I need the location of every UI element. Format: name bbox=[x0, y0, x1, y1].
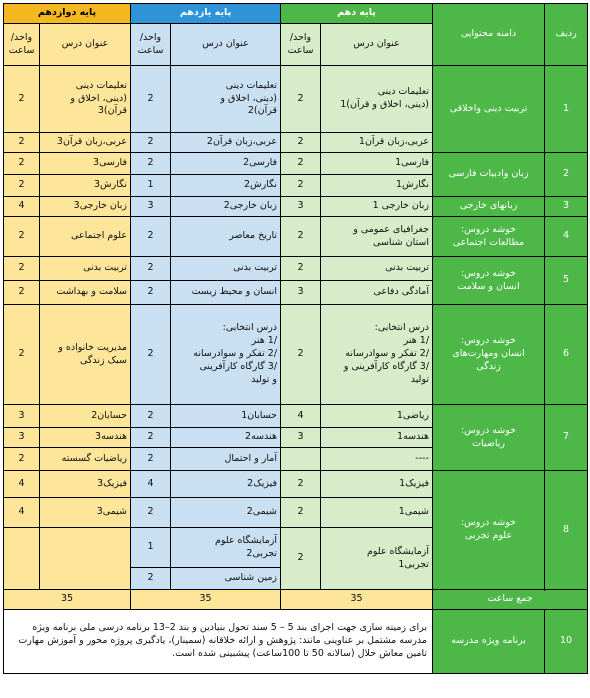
row-number-3: 3 bbox=[545, 197, 588, 217]
course-cell: نگارش2 bbox=[171, 175, 281, 197]
course-cell: جغرافیای عمومی و استان شناسی bbox=[321, 217, 433, 257]
hours-cell: 2 bbox=[4, 257, 40, 281]
course-cell: آمار و احتمال bbox=[171, 448, 281, 471]
hours-cell: 2 bbox=[131, 153, 171, 175]
course-cell: زبان خارجی2 bbox=[171, 197, 281, 217]
row-number-10: 10 bbox=[545, 610, 588, 674]
course-cell: فارسی1 bbox=[321, 153, 433, 175]
total-hours-g11: 35 bbox=[131, 590, 281, 610]
header-units-g12: واحد/ ساعت bbox=[4, 24, 40, 66]
hours-cell: 2 bbox=[131, 305, 171, 405]
course-cell bbox=[40, 528, 131, 590]
course-cell: فیزیک3 bbox=[40, 471, 131, 498]
domain-human-health: خوشه دروس: انسان و سلامت bbox=[433, 257, 545, 305]
course-cell: فیزیک2 bbox=[171, 471, 281, 498]
hours-cell: 3 bbox=[281, 428, 321, 448]
course-cell: تاریخ معاصر bbox=[171, 217, 281, 257]
hours-cell: 2 bbox=[131, 568, 171, 590]
hours-cell: 2 bbox=[131, 428, 171, 448]
course-cell: فارسی2 bbox=[171, 153, 281, 175]
course-cell: هندسه2 bbox=[171, 428, 281, 448]
course-cell: تعلیمات دینی (دینی، اخلاق و قرآن)2 bbox=[171, 66, 281, 133]
header-course-title-g12: عنوان درس bbox=[40, 24, 131, 66]
course-cell: حسابان1 bbox=[171, 405, 281, 428]
hours-cell bbox=[4, 528, 40, 590]
course-cell: عربی،زبان قرآن1 bbox=[321, 133, 433, 153]
row-number-7: 7 bbox=[545, 405, 588, 471]
header-grade-11: پایه یازدهم bbox=[131, 4, 281, 24]
hours-cell: 3 bbox=[4, 428, 40, 448]
hours-cell: 2 bbox=[4, 175, 40, 197]
course-cell: ---- bbox=[321, 448, 433, 471]
row-number-6: 6 bbox=[545, 305, 588, 405]
hours-cell: 2 bbox=[4, 448, 40, 471]
domain-life-skills: خوشه دروس: انسان ومهارت‌های زندگی bbox=[433, 305, 545, 405]
course-cell: عربی،زبان قرآن3 bbox=[40, 133, 131, 153]
course-cell: آزمایشگاه علوم تجربی1 bbox=[321, 528, 433, 590]
hours-cell: 2 bbox=[281, 175, 321, 197]
course-cell: شیمی2 bbox=[171, 498, 281, 528]
hours-cell: 2 bbox=[281, 133, 321, 153]
hours-cell: 2 bbox=[281, 217, 321, 257]
domain-school-program: برنامه ویژه مدرسه bbox=[433, 610, 545, 674]
curriculum-table bbox=[3, 3, 588, 674]
hours-cell: 3 bbox=[281, 197, 321, 217]
hours-cell: 2 bbox=[281, 528, 321, 590]
course-cell: علوم اجتماعی bbox=[40, 217, 131, 257]
course-cell: انسان و محیط زیست bbox=[171, 281, 281, 305]
header-domain: دامنه محتوایی bbox=[433, 4, 545, 66]
course-cell: تربیت بدنی bbox=[321, 257, 433, 281]
course-cell: تربیت بدنی bbox=[40, 257, 131, 281]
course-cell: ریاضی1 bbox=[321, 405, 433, 428]
hours-cell: 4 bbox=[131, 471, 171, 498]
hours-cell: 2 bbox=[4, 133, 40, 153]
hours-cell: 3 bbox=[131, 197, 171, 217]
hours-cell: 1 bbox=[131, 175, 171, 197]
course-cell: فیزیک1 bbox=[321, 471, 433, 498]
hours-cell: 4 bbox=[4, 471, 40, 498]
header-units-g11: واحد/ ساعت bbox=[131, 24, 171, 66]
hours-cell: 1 bbox=[131, 528, 171, 568]
course-cell: تعلیمات دینی (دینی، اخلاق و قرآن)3 bbox=[40, 66, 131, 133]
domain-mathematics: خوشه دروس: ریاضیات bbox=[433, 405, 545, 471]
course-cell: شیمی1 bbox=[321, 498, 433, 528]
domain-persian-literature: زبان وادبیات فارسی bbox=[433, 153, 545, 197]
hours-cell: 2 bbox=[4, 305, 40, 405]
header-grade-10: پایه دهم bbox=[281, 4, 433, 24]
header-row-number: ردیف bbox=[545, 4, 588, 66]
hours-cell: 3 bbox=[281, 281, 321, 305]
hours-cell: 2 bbox=[131, 448, 171, 471]
course-cell: شیمی3 bbox=[40, 498, 131, 528]
total-hours-label: جمع ساعت bbox=[433, 590, 588, 610]
hours-cell: 2 bbox=[281, 498, 321, 528]
hours-cell: 4 bbox=[4, 498, 40, 528]
header-course-title-g11: عنوان درس bbox=[171, 24, 281, 66]
hours-cell: 2 bbox=[4, 217, 40, 257]
row-number-1: 1 bbox=[545, 66, 588, 153]
course-cell: زبان خارجی3 bbox=[40, 197, 131, 217]
course-cell: آزمایشگاه علوم تجربی2 bbox=[171, 528, 281, 568]
course-cell: نگارش1 bbox=[321, 175, 433, 197]
domain-experimental-sciences: خوشه دروس: علوم تجربی bbox=[433, 471, 545, 590]
row-number-8: 8 bbox=[545, 471, 588, 590]
course-cell: درس انتخابی: /1 هنر /2 تفکر و سوادرسانه /3 گارگاه کارآفرینی و تولید bbox=[321, 305, 433, 405]
domain-religious-ethics: تربیت دینی واخلاقی bbox=[433, 66, 545, 153]
hours-cell: 2 bbox=[131, 405, 171, 428]
hours-cell: 2 bbox=[281, 153, 321, 175]
domain-foreign-languages: زبانهای خارجی bbox=[433, 197, 545, 217]
hours-cell: 2 bbox=[281, 305, 321, 405]
course-cell: هندسه1 bbox=[321, 428, 433, 448]
course-cell: تعلیمات دینی (دینی، اخلاق و قرآن)1 bbox=[321, 66, 433, 133]
course-cell: مدیریت خانواده و سبک زندگی bbox=[40, 305, 131, 405]
row-number-2: 2 bbox=[545, 153, 588, 197]
course-cell: زبان خارجی 1 bbox=[321, 197, 433, 217]
domain-social-studies: خوشه دروس: مطالعات اجتماعی bbox=[433, 217, 545, 257]
hours-cell: 2 bbox=[131, 66, 171, 133]
hours-cell: 2 bbox=[4, 281, 40, 305]
row-number-4: 4 bbox=[545, 217, 588, 257]
course-cell: عربی،زبان قرآن2 bbox=[171, 133, 281, 153]
hours-cell: 3 bbox=[4, 405, 40, 428]
header-grade-12: پایه دوازدهم bbox=[4, 4, 131, 24]
header-course-title-g10: عنوان درس bbox=[321, 24, 433, 66]
hours-cell: 2 bbox=[4, 66, 40, 133]
hours-cell bbox=[281, 448, 321, 471]
hours-cell: 2 bbox=[131, 133, 171, 153]
hours-cell: 4 bbox=[281, 405, 321, 428]
course-cell: زمین شناسی bbox=[171, 568, 281, 590]
course-cell: ریاضیات گسسته bbox=[40, 448, 131, 471]
hours-cell: 2 bbox=[131, 498, 171, 528]
school-program-text: برای زمینه سازی جهت اجرای بند 5 – 5 سند تحول بنیادین و بند 2–13 برنامه درسی ملی برنامه ویژه مدرسه مشتمل بر عناوینی مانند: پژوهش و ارائه خلاقانه (سمینار)، یادگیری پروژه محور و آموزش مهارت تامین معاش حلال (سالانه 50 تا 100ساعت) پیشبینی شده است. bbox=[4, 610, 433, 674]
course-cell: حسابان2 bbox=[40, 405, 131, 428]
course-cell: فارسی3 bbox=[40, 153, 131, 175]
header-units-g10: واحد/ ساعت bbox=[281, 24, 321, 66]
course-cell: سلامت و بهداشت bbox=[40, 281, 131, 305]
row-number-5: 5 bbox=[545, 257, 588, 305]
course-cell: تربیت بدنی bbox=[171, 257, 281, 281]
course-cell: نگارش3 bbox=[40, 175, 131, 197]
course-cell: درس انتخابی: /1 هنر /2 تفکر و سوادرسانه /3 گارگاه کارآفرینی و تولید bbox=[171, 305, 281, 405]
course-cell: هندسه3 bbox=[40, 428, 131, 448]
total-hours-g12: 35 bbox=[4, 590, 131, 610]
hours-cell: 2 bbox=[131, 257, 171, 281]
hours-cell: 2 bbox=[4, 153, 40, 175]
hours-cell: 2 bbox=[281, 471, 321, 498]
total-hours-g10: 35 bbox=[281, 590, 433, 610]
hours-cell: 2 bbox=[131, 217, 171, 257]
course-cell: آمادگی دفاعی bbox=[321, 281, 433, 305]
hours-cell: 2 bbox=[131, 281, 171, 305]
hours-cell: 2 bbox=[281, 257, 321, 281]
hours-cell: 4 bbox=[4, 197, 40, 217]
hours-cell: 2 bbox=[281, 66, 321, 133]
